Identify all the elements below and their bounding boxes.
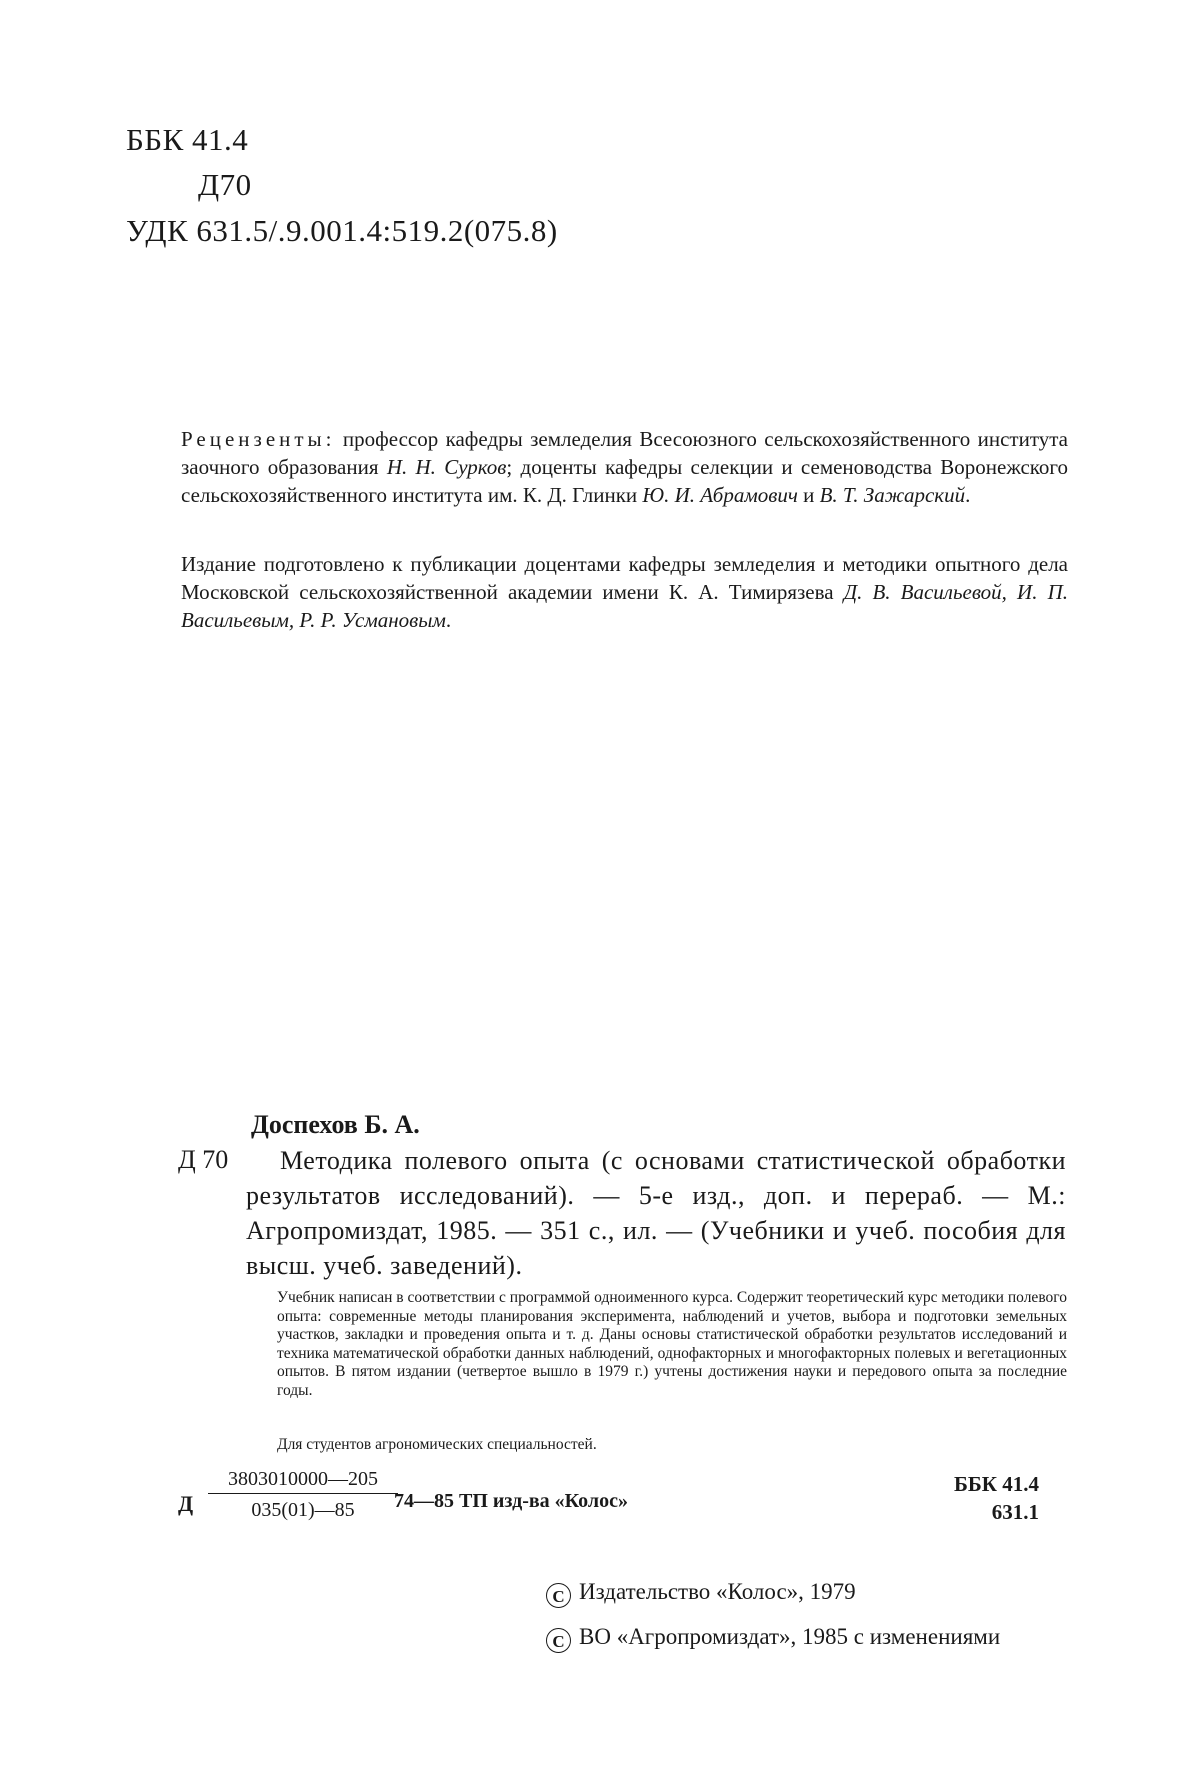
udk-code: УДК 631.5/.9.001.4:519.2(075.8) — [126, 213, 558, 248]
copyright-line-1 — [546, 1580, 856, 1608]
prepared-names: Д. В. Васильевой, И. П. Васильевым, Р. Р. Усмановым — [181, 580, 1068, 632]
card-code: Д 70 — [178, 1145, 229, 1174]
bbk-bottom-line1: ББК 41.4 — [954, 1472, 1039, 1496]
bbk-code: ББК 41.4 — [126, 122, 249, 157]
author-mark: Д70 — [198, 167, 252, 202]
reviewer-name-1: Н. Н. Сурков — [386, 455, 507, 479]
card-audience: Для студентов агрономических специальностей. — [277, 1436, 597, 1453]
reviewers-text-1: профессор кафедры земледелия Всесоюзного сельскохозяйственного института заочного образования — [181, 427, 1068, 479]
copyright-icon: С — [546, 1628, 571, 1653]
reviewer-name-2: Ю. И. Абрамович — [642, 483, 798, 507]
card-author: Доспехов Б. А. — [251, 1110, 420, 1139]
copyright-line-2 — [546, 1625, 1000, 1653]
reviewers-label: Рецензенты: — [181, 427, 336, 451]
reviewer-name-3: В. Т. Зажарский — [819, 483, 966, 507]
prepared-text-1: Издание подготовлено к публикации доцентами кафедры земледелия и методики опытного дела Московской сельскохозяйственной академии имени К. А. Тимирязева — [181, 552, 1068, 604]
prepared-text-2: . — [445, 608, 452, 632]
card-main-text: Методика полевого опыта (с основами статистической обработки результатов исследований). — 5-е изд., доп. и перераб. — М.: Агропромиздат, 1985. — 351 с., ил. — (Учебники и учеб. пособия для высш. учеб. заведений). — [246, 1146, 1066, 1280]
reviewers-text-4: . — [965, 483, 971, 507]
prepared-paragraph — [181, 550, 1068, 634]
card-abstract: Учебник написан в соответствии с программой одноименного курса. Содержит теоретический курс методики полевого опыта: современные методы планирования эксперимента, наблюдений и учетов, выбора и подготовки земельных участков, закладки и проведения опыта и т. д. Даны основы статистической обработки результатов исследований и техника математической обработки данных наблюдений, однофакторных и многофакторных полевых и вегетационных опытов. В пятом издании (четвертое вышло в 1979 г.) учтены достижения науки и передового опыта за последние годы. — [277, 1289, 1067, 1399]
bbk-bottom — [954, 1470, 1039, 1526]
copyright-text-1: Издательство «Колос», 1979 — [579, 1579, 856, 1604]
reviewers-paragraph — [181, 425, 1068, 509]
reviewers-text-3: и — [797, 483, 820, 507]
bbk-bottom-line2: 631.1 — [991, 1500, 1039, 1524]
copyright-text-2: ВО «Агропромиздат», 1985 с изменениями — [579, 1624, 1001, 1649]
index-rest: 74—85 ТП изд-ва «Колос» — [394, 1490, 629, 1512]
index-numerator: 3803010000—205 — [208, 1469, 398, 1494]
copyright-icon: С — [546, 1583, 571, 1608]
index-letter: Д — [178, 1491, 194, 1516]
index-denominator: 035(01)—85 — [251, 1499, 355, 1521]
index-fraction — [208, 1469, 398, 1520]
reviewers-text-2: ; доценты кафедры селекции и семеноводства Воронежского сельскохозяйственного института им. К. Д. Глинки — [181, 455, 1068, 507]
